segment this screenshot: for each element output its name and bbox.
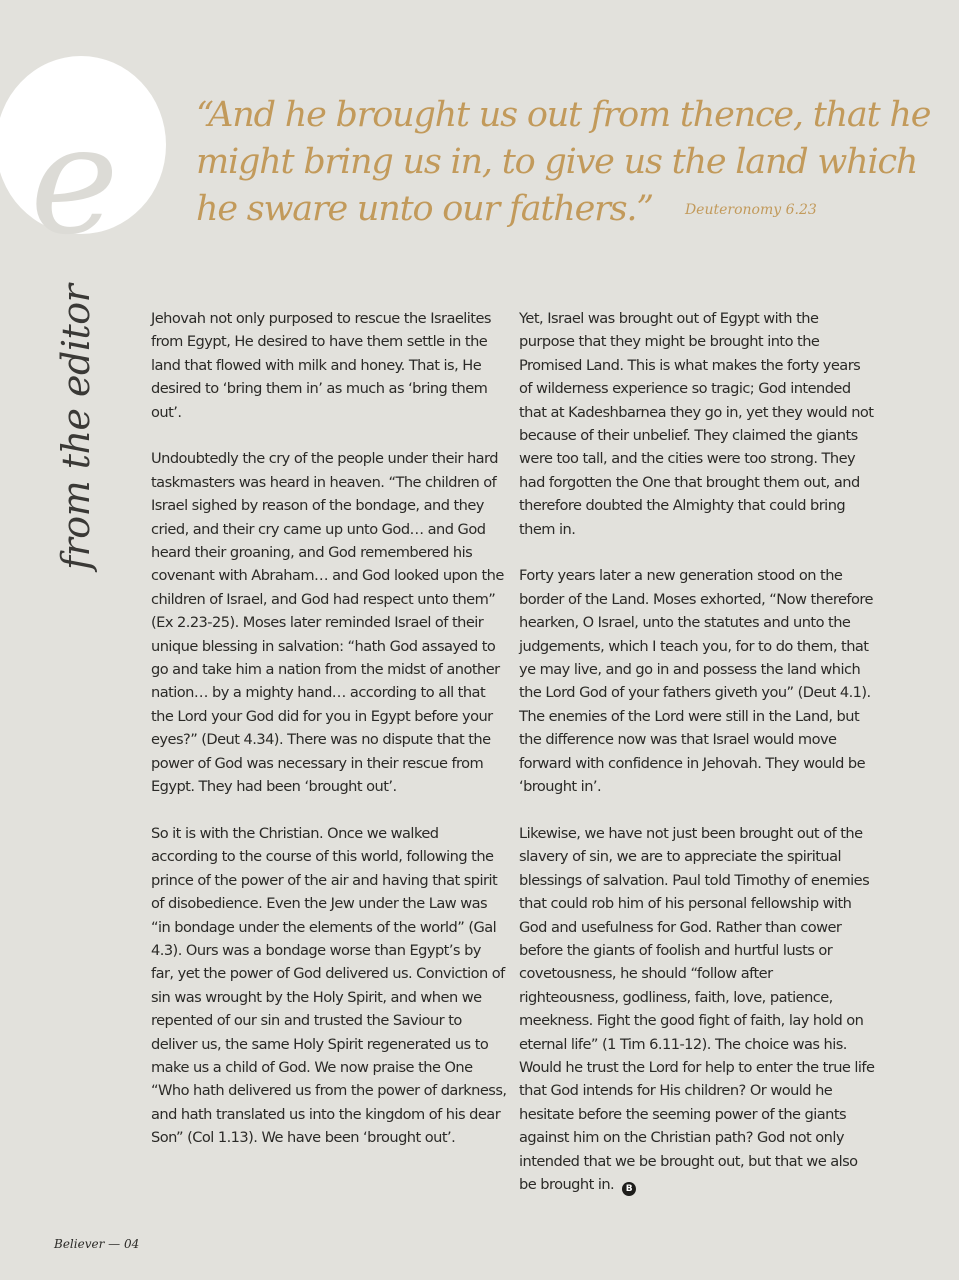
paragraph-final [519,822,875,1197]
paragraph: Jehovah not only purposed to rescue the Israelites from Egypt, He desired to have them settle in the land that flowed with milk and honey. That is, He desired to ‘bring them in’ as much as ‘bring them out’. [151,310,491,421]
paragraph: Undoubtedly the cry of the people under their hard taskmasters was heard in heaven. “The children of Israel sighed by reason of the bondage, and they cried, and their cry came up unto God… and God heard their groaning, and God remembered his covenant with Abraham… and God looked upon the children of Israel, and God had respect unto them” (Ex 2.23-25). Moses later reminded Israel of their unique blessing in salvation: “hath God assayed to go and take him a nation from the midst of another nation… by a mighty hand… according to all that the Lord your God did for you in Egypt before your eyes?” (Deut 4.34). There was no dispute that the power of God was necessary in their rescue from Egypt. They had been ‘brought out’. [151,450,504,796]
article-column-left [151,307,507,1173]
pull-quote [196,92,931,234]
paragraph: Forty years later a new generation stood on the border of the Land. Moses exhorted, “Now therefore hearken, O Israel, unto the statutes and unto the judgements, which I teach you, for to do them, that ye may live, and go in and possess the land which the Lord God of your fathers giveth you” (Deut 4.1). The enemies of the Lord were still in the Land, but the difference now was that Israel would move forward with confidence in Jehovah. They would be ‘brought in’. [519,567,873,796]
paragraph: So it is with the Christian. Once we walked according to the course of this world, following the prince of the power of the air and having that spirit of disobedience. Even the Jew under the Law was “in bondage under the elements of the world” (Gal 4.3). Ours was a bondage worse than Egypt’s by far, yet the power of God delivered us. Conviction of sin was wrought by the Holy Spirit, and when we repented of our sin and trusted the Saviour to deliver us, the same Holy Spirit regenerated us to make us a child of God. We now praise the One “Who hath delivered us from the power of darkness, and hath translated us into the kingdom of his dear Son” (Col 1.13). We have been ‘brought out’. [151,824,507,1147]
quote-text: “And he brought us out from thence, that he might bring us in, to give us the land which he sware unto our fathers.” [196,95,931,229]
quote-reference: Deuteronomy 6.23 [684,202,817,218]
article-column-right [519,307,875,1220]
page-footer: Believer — 04 [54,1237,140,1251]
end-mark-icon: B [622,1182,636,1196]
editor-badge-circle [0,56,166,268]
badge-letter: e [30,94,119,268]
section-title: from the editor [54,284,98,570]
paragraph: Yet, Israel was brought out of Egypt with the purpose that they might be brought into the Promised Land. This is what makes the forty years of wilderness experience so tragic; God intended that at Kadeshbarnea they go in, yet they would not because of their unbelief. They claimed the giants were too tall, and the cities were too strong. They had forgotten the One that brought them out, and therefore doubted the Almighty that could bring them in. [519,310,874,538]
paragraph-final-text: Likewise, we have not just been brought out of the slavery of sin, we are to appreciate the spiritual blessings of salvation. Paul told Timothy of enemies that could rob him of his personal fellowship with God and usefulness for God. Rather than cower before the giants of foolish and hurtful lusts or covetousness, he should “follow after righteousness, godliness, faith, love, patience, meekness. Fight the good fight of faith, lay hold on eternal life” (1 Tim 6.11-12). The choice was his. Would he trust the Lord for help to enter the true life that God intends for His children? Or would he hesitate before the seeming power of the giants against him on the Christian path? God not only intended that we be brought out, but that we also be brought in. [519,824,875,1193]
